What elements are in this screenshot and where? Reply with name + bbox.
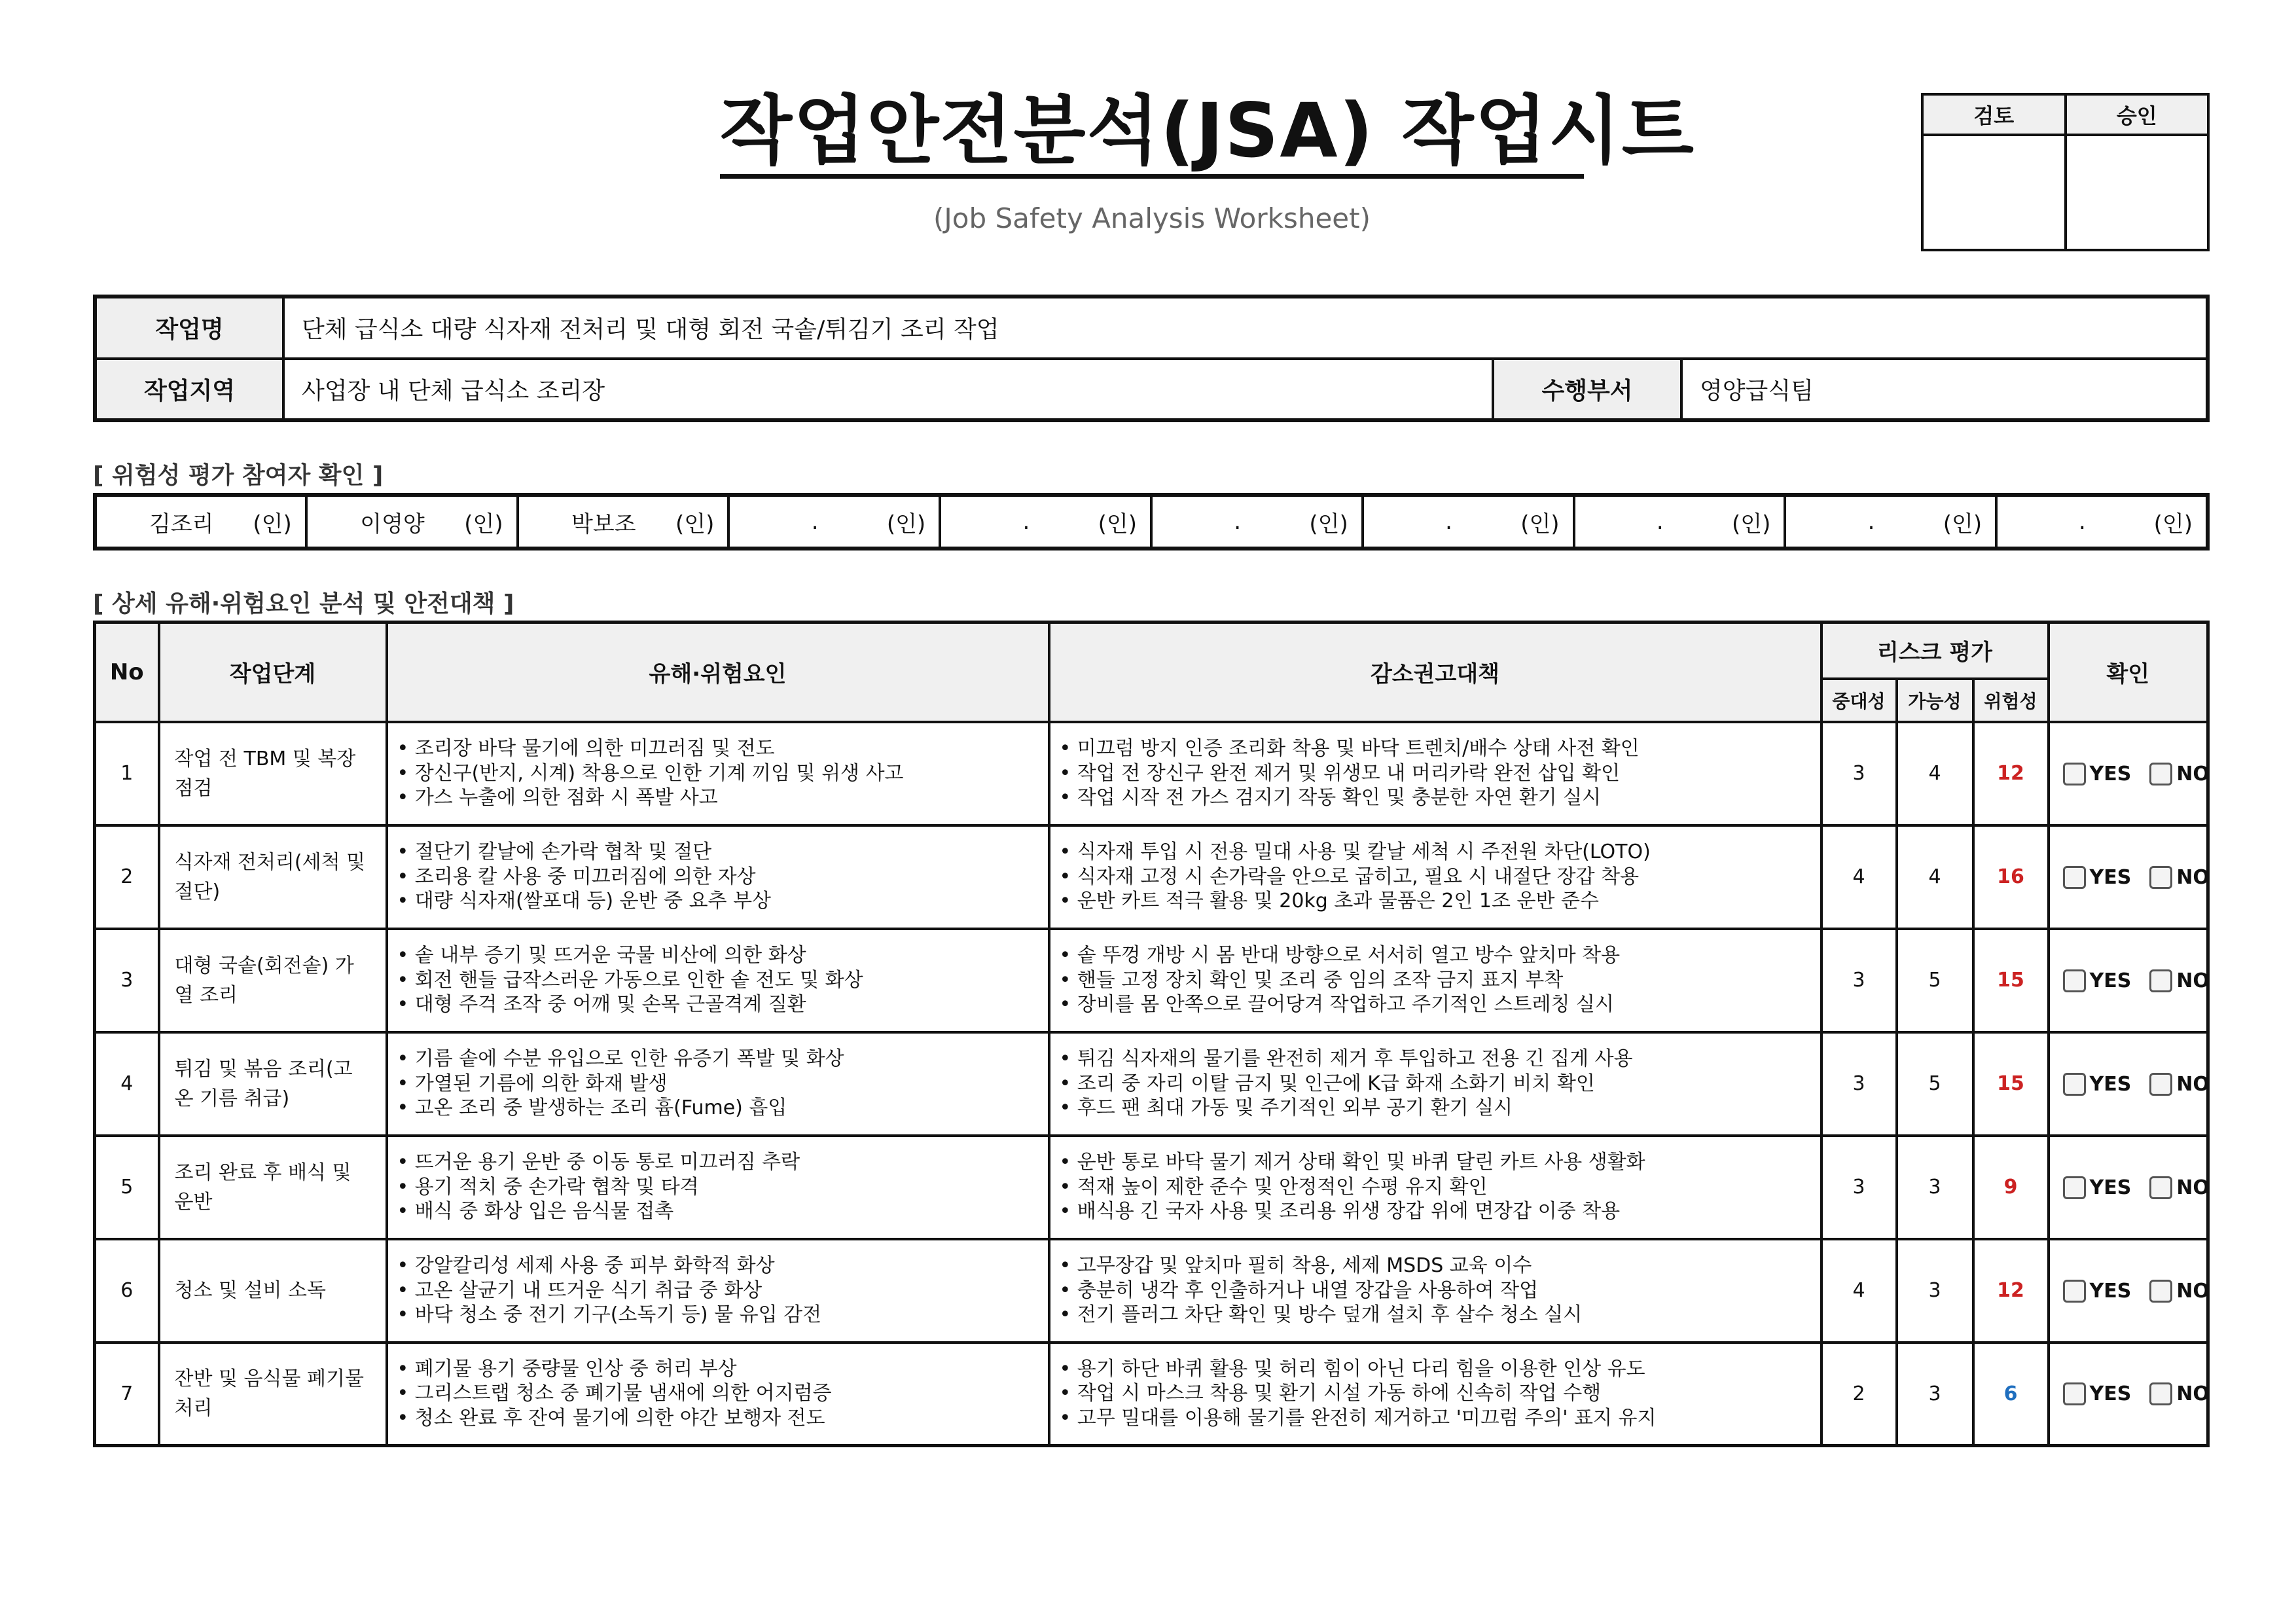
- measure-list: [1049, 929, 1821, 1032]
- severity-value: 3: [1821, 929, 1897, 1032]
- participant-seal: (인): [1732, 511, 1771, 537]
- likelihood-value: 4: [1897, 722, 1973, 825]
- measure-item: • 후드 팬 최대 가동 및 주기적인 외부 공기 환기 실시: [1059, 1096, 1513, 1120]
- approve-sign-area[interactable]: [2066, 135, 2209, 250]
- hazard-list: [387, 722, 1049, 825]
- participant-entry: [1588, 506, 1771, 538]
- hazard-list: [387, 1032, 1049, 1136]
- no-label: NO: [2176, 1072, 2210, 1096]
- participant-name: .: [1445, 509, 1452, 535]
- participant-name: .: [1867, 509, 1875, 535]
- participant-seal: (인): [886, 511, 926, 537]
- col-confirm-header: 확인: [2049, 623, 2208, 722]
- participant-entry: [532, 506, 715, 538]
- severity-value: 4: [1821, 1239, 1897, 1343]
- yes-checkbox[interactable]: [2063, 1073, 2086, 1096]
- measure-item: • 용기 하단 바퀴 활용 및 허리 힘이 아닌 다리 힘을 이용한 인상 유도: [1059, 1357, 1645, 1380]
- participant-cell[interactable]: [1996, 495, 2208, 549]
- risk-value: 16: [1973, 825, 2049, 929]
- page-title: 작업안전분석(JSA) 작업시트: [720, 92, 1584, 179]
- hazard-item: • 강알칼리성 세제 사용 중 피부 화학적 화상: [397, 1254, 775, 1277]
- row-number: 1: [95, 722, 159, 825]
- yes-label: YES: [2089, 1382, 2132, 1406]
- yes-checkbox[interactable]: [2063, 763, 2086, 785]
- participant-entry: [1166, 506, 1348, 538]
- participant-seal: (인): [1520, 511, 1560, 537]
- no-label: NO: [2176, 1279, 2210, 1303]
- severity-value: 3: [1821, 1032, 1897, 1136]
- measure-list: [1049, 1032, 1821, 1136]
- measure-item: • 고무장갑 및 앞치마 필히 착용, 세제 MSDS 교육 이수: [1059, 1254, 1532, 1277]
- participants-table: [93, 493, 2210, 550]
- hazard-item: • 용기 적치 중 손가락 협착 및 타격: [397, 1175, 699, 1199]
- hazard-list: [387, 1136, 1049, 1239]
- measure-item: • 작업 시작 전 가스 검지기 작동 확인 및 충분한 자연 환기 실시: [1059, 786, 1602, 810]
- measure-item: • 고무 밀대를 이용해 물기를 완전히 제거하고 '미끄럼 주의' 표지 유지: [1059, 1407, 1657, 1430]
- participant-name: .: [1656, 509, 1664, 535]
- no-checkbox[interactable]: [2149, 866, 2172, 889]
- participants-section-title: [ 위험성 평가 참여자 확인 ]: [93, 462, 384, 489]
- confirm-cell: [2049, 1032, 2208, 1136]
- measure-item: • 적재 높이 제한 준수 및 안정적인 수평 유지 확인: [1059, 1175, 1488, 1199]
- measure-item: • 운반 카트 적극 활용 및 20kg 초과 물품은 2인 1조 운반 준수: [1059, 890, 1599, 913]
- col-riskscore-header: 위험성: [1973, 679, 2049, 722]
- approval-box: [1921, 93, 2210, 251]
- col-stage-header: 작업단계: [159, 623, 387, 722]
- col-measures-header: 감소권고대책: [1049, 623, 1821, 722]
- yes-checkbox[interactable]: [2063, 1176, 2086, 1199]
- confirm-cell: [2049, 1239, 2208, 1343]
- measure-item: • 장비를 몸 안쪽으로 끌어당겨 작업하고 주기적인 스트레칭 실시: [1059, 993, 1614, 1017]
- measure-item: • 운반 통로 바닥 물기 제거 상태 확인 및 바퀴 달린 카트 사용 생활화: [1059, 1150, 1645, 1174]
- area-value[interactable]: 사업장 내 단체 급식소 조리장: [283, 359, 1493, 421]
- work-stage: 잔반 및 음식물 폐기물 처리: [159, 1343, 387, 1446]
- measure-list: [1049, 1136, 1821, 1239]
- participant-entry: [1377, 506, 1560, 538]
- table-row: [95, 1239, 2208, 1343]
- row-number: 7: [95, 1343, 159, 1446]
- page-subtitle: (Job Safety Analysis Worksheet): [933, 202, 1371, 234]
- yes-label: YES: [2089, 1072, 2132, 1096]
- dept-label: 수행부서: [1493, 359, 1681, 421]
- col-severity-header: 중대성: [1821, 679, 1897, 722]
- measure-item: • 미끄럼 방지 인증 조리화 착용 및 바닥 트렌치/배수 상태 사전 확인: [1059, 736, 1640, 760]
- hazard-item: • 솥 내부 증기 및 뜨거운 국물 비산에 의한 화상: [397, 943, 806, 967]
- participant-cell[interactable]: [95, 495, 306, 549]
- confirm-cell: [2049, 1136, 2208, 1239]
- yes-label: YES: [2089, 865, 2132, 889]
- participant-seal: (인): [1098, 511, 1137, 537]
- hazard-item: • 배식 중 화상 입은 음식물 접촉: [397, 1200, 674, 1223]
- no-checkbox[interactable]: [2149, 1176, 2172, 1199]
- work-stage: 조리 완료 후 배식 및 운반: [159, 1136, 387, 1239]
- hazard-item: • 폐기물 용기 중량물 인상 중 허리 부상: [397, 1357, 737, 1380]
- measure-item: • 핸들 고정 장치 확인 및 조리 중 임의 조작 금지 표지 부착: [1059, 968, 1564, 992]
- likelihood-value: 3: [1897, 1136, 1973, 1239]
- risk-value: 15: [1973, 1032, 2049, 1136]
- measure-list: [1049, 1239, 1821, 1343]
- participant-seal: (인): [2153, 511, 2193, 537]
- measure-item: • 식자재 투입 시 전용 밀대 사용 및 칼날 세척 시 주전원 차단(LOTO): [1059, 840, 1651, 863]
- col-likelihood-header: 가능성: [1897, 679, 1973, 722]
- no-checkbox[interactable]: [2149, 763, 2172, 785]
- participant-cell[interactable]: [728, 495, 940, 549]
- work-stage: 작업 전 TBM 및 복장 점검: [159, 722, 387, 825]
- area-label: 작업지역: [95, 359, 283, 421]
- participant-entry: [743, 506, 925, 538]
- no-checkbox[interactable]: [2149, 969, 2172, 992]
- review-header: 검토: [1922, 94, 2066, 135]
- participant-name: .: [2078, 509, 2086, 535]
- row-number: 2: [95, 825, 159, 929]
- row-number: 4: [95, 1032, 159, 1136]
- confirm-cell: [2049, 825, 2208, 929]
- participant-entry: [2011, 506, 2193, 538]
- yes-label: YES: [2089, 969, 2132, 992]
- likelihood-value: 5: [1897, 929, 1973, 1032]
- review-sign-area[interactable]: [1922, 135, 2066, 250]
- hazard-item: • 회전 핸들 급작스러운 가동으로 인한 솥 전도 및 화상: [397, 968, 863, 992]
- hazard-item: • 기름 솥에 수분 유입으로 인한 유증기 폭발 및 화상: [397, 1047, 844, 1070]
- table-row: [95, 1343, 2208, 1446]
- participant-name: .: [1234, 509, 1242, 535]
- no-checkbox[interactable]: [2149, 1073, 2172, 1096]
- likelihood-value: 4: [1897, 825, 1973, 929]
- participant-cell[interactable]: [940, 495, 1151, 549]
- participant-seal: (인): [1309, 511, 1348, 537]
- measure-list: [1049, 1343, 1821, 1446]
- participant-name: .: [1022, 509, 1030, 535]
- measure-item: • 충분히 냉각 후 인출하거나 내열 장갑을 사용하여 작업: [1059, 1278, 1539, 1302]
- hazard-list: [387, 825, 1049, 929]
- measure-list: [1049, 825, 1821, 929]
- participant-seal: (인): [253, 511, 292, 537]
- measure-list: [1049, 722, 1821, 825]
- participant-cell[interactable]: [518, 495, 729, 549]
- work-stage: 튀김 및 볶음 조리(고온 기름 취급): [159, 1032, 387, 1136]
- analysis-section-title: [ 상세 유해·위험요인 분석 및 안전대책 ]: [93, 590, 514, 617]
- work-stage: 식자재 전처리(세척 및 절단): [159, 825, 387, 929]
- col-no-header: No: [95, 623, 159, 722]
- no-label: NO: [2176, 969, 2210, 992]
- yes-checkbox[interactable]: [2063, 1382, 2086, 1405]
- participant-seal: (인): [464, 511, 503, 537]
- participant-entry: [954, 506, 1137, 538]
- participant-entry: [1799, 506, 1982, 538]
- hazard-item: • 조리장 바닥 물기에 의한 미끄러짐 및 전도: [397, 736, 775, 760]
- yes-label: YES: [2089, 1279, 2132, 1303]
- hazard-item: • 가스 누출에 의한 점화 시 폭발 사고: [397, 786, 718, 810]
- participant-name: 김조리: [149, 511, 214, 537]
- likelihood-value: 5: [1897, 1032, 1973, 1136]
- risk-value: 12: [1973, 722, 2049, 825]
- col-hazards-header: 유해·위험요인: [387, 623, 1049, 722]
- table-row: [95, 1032, 2208, 1136]
- col-risk-header: 리스크 평가: [1821, 623, 2049, 679]
- yes-checkbox[interactable]: [2063, 866, 2086, 889]
- hazard-item: • 대형 주걱 조작 중 어깨 및 손목 근골격계 질환: [397, 993, 806, 1017]
- table-row: [95, 722, 2208, 825]
- table-row: [95, 929, 2208, 1032]
- participant-name: .: [811, 509, 819, 535]
- hazard-list: [387, 929, 1049, 1032]
- task-name-value[interactable]: 단체 급식소 대량 식자재 전처리 및 대형 회전 국솥/튀김기 조리 작업: [283, 297, 2208, 359]
- yes-checkbox[interactable]: [2063, 969, 2086, 992]
- no-label: NO: [2176, 1382, 2210, 1406]
- hazard-item: • 대량 식자재(쌀포대 등) 운반 중 요추 부상: [397, 890, 772, 913]
- no-label: NO: [2176, 762, 2210, 785]
- approve-header: 승인: [2066, 94, 2209, 135]
- task-info-table: [93, 295, 2210, 422]
- no-checkbox[interactable]: [2149, 1280, 2172, 1303]
- participant-seal: (인): [1943, 511, 1982, 537]
- participant-seal: (인): [675, 511, 715, 537]
- row-number: 5: [95, 1136, 159, 1239]
- participant-name: 박보조: [571, 511, 636, 537]
- jsa-table: [93, 621, 2210, 1447]
- no-label: NO: [2176, 865, 2210, 889]
- title-block: [720, 87, 1695, 234]
- risk-value: 15: [1973, 929, 2049, 1032]
- measure-item: • 작업 전 장신구 완전 제거 및 위생모 내 머리카락 완전 삽입 확인: [1059, 761, 1621, 785]
- participant-cell[interactable]: [1785, 495, 1996, 549]
- severity-value: 2: [1821, 1343, 1897, 1446]
- measure-item: • 조리 중 자리 이탈 금지 및 인근에 K급 화재 소화기 비치 확인: [1059, 1072, 1595, 1095]
- hazard-item: • 절단기 칼날에 손가락 협착 및 절단: [397, 840, 712, 863]
- confirm-cell: [2049, 1343, 2208, 1446]
- severity-value: 3: [1821, 722, 1897, 825]
- hazard-item: • 청소 완료 후 잔여 물기에 의한 야간 보행자 전도: [397, 1407, 825, 1430]
- hazard-item: • 그리스트랩 청소 중 폐기물 냄새에 의한 어지럼증: [397, 1382, 832, 1405]
- confirm-cell: [2049, 929, 2208, 1032]
- measure-item: • 솥 뚜껑 개방 시 몸 반대 방향으로 서서히 열고 방수 앞치마 착용: [1059, 943, 1621, 967]
- participant-entry: [321, 506, 503, 538]
- participant-entry: [110, 506, 292, 538]
- risk-value: 6: [1973, 1343, 2049, 1446]
- table-row: [95, 1136, 2208, 1239]
- yes-label: YES: [2089, 762, 2132, 785]
- participant-cell[interactable]: [1574, 495, 1785, 549]
- hazard-item: • 고온 살균기 내 뜨거운 식기 취급 중 화상: [397, 1278, 762, 1302]
- no-checkbox[interactable]: [2149, 1382, 2172, 1405]
- measure-item: • 전기 플러그 차단 확인 및 방수 덮개 설치 후 살수 청소 실시: [1059, 1303, 1583, 1327]
- participant-cell[interactable]: [306, 495, 518, 549]
- participant-cell[interactable]: [1151, 495, 1363, 549]
- yes-checkbox[interactable]: [2063, 1280, 2086, 1303]
- participant-cell[interactable]: [1363, 495, 1574, 549]
- likelihood-value: 3: [1897, 1239, 1973, 1343]
- hazard-item: • 가열된 기름에 의한 화재 발생: [397, 1072, 668, 1095]
- hazard-item: • 바닥 청소 중 전기 기구(소독기 등) 물 유입 감전: [397, 1303, 822, 1327]
- table-row: [95, 825, 2208, 929]
- measure-item: • 식자재 고정 시 손가락을 안으로 굽히고, 필요 시 내절단 장갑 착용: [1059, 865, 1640, 888]
- yes-label: YES: [2089, 1176, 2132, 1199]
- row-number: 3: [95, 929, 159, 1032]
- work-stage: 청소 및 설비 소독: [159, 1239, 387, 1343]
- work-stage: 대형 국솥(회전솥) 가열 조리: [159, 929, 387, 1032]
- task-name-label: 작업명: [95, 297, 283, 359]
- severity-value: 4: [1821, 825, 1897, 929]
- hazard-item: • 뜨거운 용기 운반 중 이동 통로 미끄러짐 추락: [397, 1150, 800, 1174]
- risk-value: 9: [1973, 1136, 2049, 1239]
- risk-value: 12: [1973, 1239, 2049, 1343]
- confirm-cell: [2049, 722, 2208, 825]
- measure-item: • 배식용 긴 국자 사용 및 조리용 위생 장갑 위에 면장갑 이중 착용: [1059, 1200, 1621, 1223]
- participant-name: 이영양: [360, 511, 425, 537]
- measure-item: • 작업 시 마스크 착용 및 환기 시설 가동 하에 신속히 작업 수행: [1059, 1382, 1602, 1405]
- no-label: NO: [2176, 1176, 2210, 1199]
- hazard-item: • 장신구(반지, 시계) 착용으로 인한 기계 끼임 및 위생 사고: [397, 761, 904, 785]
- dept-value[interactable]: 영양급식팀: [1681, 359, 2208, 421]
- hazard-item: • 조리용 칼 사용 중 미끄러짐에 의한 자상: [397, 865, 756, 888]
- likelihood-value: 3: [1897, 1343, 1973, 1446]
- hazard-list: [387, 1343, 1049, 1446]
- row-number: 6: [95, 1239, 159, 1343]
- measure-item: • 튀김 식자재의 물기를 완전히 제거 후 투입하고 전용 긴 집게 사용: [1059, 1047, 1633, 1070]
- hazard-item: • 고온 조리 중 발생하는 조리 흄(Fume) 흡입: [397, 1096, 787, 1120]
- hazard-list: [387, 1239, 1049, 1343]
- severity-value: 3: [1821, 1136, 1897, 1239]
